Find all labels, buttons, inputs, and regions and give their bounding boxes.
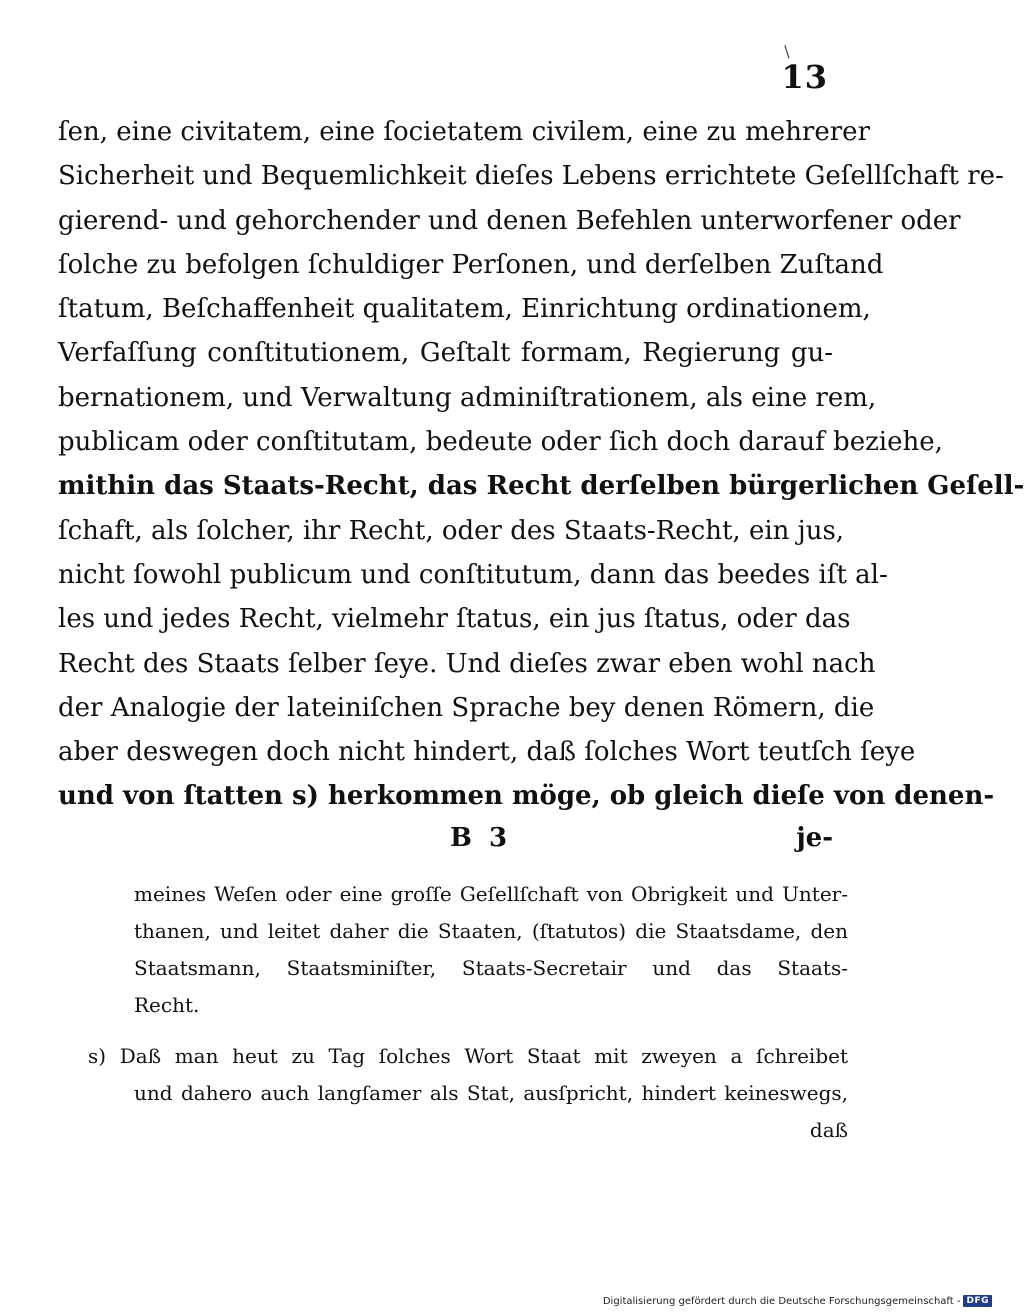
main-text-block [58,110,1024,819]
footnote-line: Staatsmann, Staatsminiſter, Staats-Secretair und das Staats- [134,956,848,980]
signature-mark: B 3 [450,823,512,853]
text-line: les und jedes Recht, vielmehr ſtatus, ein jus ſtatus, oder das [58,604,851,635]
footnote-line: Recht. [134,993,200,1017]
footnotes-block [88,876,848,1149]
signature-line [58,816,833,860]
dfg-logo-icon: DFG [963,1295,992,1307]
footnote-s-line: und dahero auch langſamer als Stat, ausſpricht, hindert keineswegs, [134,1081,848,1105]
text-line: Recht des Staats ſelber ſeye. Und dieſes zwar eben wohl nach [58,648,876,679]
text-line: bernationem, und Verwaltung adminiſtrationem, als eine rem, [58,382,877,413]
digitization-credit [603,1295,992,1307]
text-line: nicht ſowohl publicum und conſtitutum, dann das beedes iſt al- [58,559,888,590]
footnote-catchword: daß [809,1118,848,1142]
text-line: der Analogie der lateiniſchen Sprache bey denen Römern, die [58,692,875,723]
credit-text: Digitalisierung gefördert durch die Deutsche Forschungsgemeinschaft - [602,1295,961,1307]
text-line: ſen, eine civitatem, eine ſocietatem civilem, eine zu mehrerer [58,117,870,147]
text-line: mithin das Staats-Recht, das Recht derſelben bürgerlichen Geſell- [58,471,1024,502]
footnote-line: meines Weſen oder eine groſſe Geſellſchaft von Obrigkeit und Unter- [134,882,848,906]
text-line: ſolche zu befolgen ſchuldiger Perſonen, und derſelben Zuſtand [58,249,884,280]
text-line: Sicherheit und Bequemlichkeit dieſes Lebens errichtete Geſellſchaft re- [58,161,1004,192]
page-number: 13 [781,58,828,96]
footnote-spacer [88,1024,848,1038]
catchword: je- [796,823,833,853]
text-line: und von ſtatten s) herkommen möge, ob gleich dieſe von denen- [58,781,995,812]
text-line: Verfaſſung conſtitutionem, Geſtalt formam, Regierung gu- [58,338,833,369]
text-line: aber deswegen doch nicht hindert, daß ſolches Wort teutſch ſeye [58,737,916,768]
text-line: publicam oder conſtitutam, bedeute oder ſich doch darauf beziehe, [58,427,943,458]
text-line: ſtatum, Beſchaffenheit qualitatem, Einrichtung ordinationem, [58,294,871,325]
footnote-s-line: s) Daß man heut zu Tag ſolches Wort Staat mit zweyen a ſchreibet [88,1044,848,1068]
corner-mark: / [779,42,795,61]
footnote-line: thanen, und leitet daher die Staaten, (ſtatutos) die Staatsdame, den [134,919,848,943]
text-line: gierend- und gehorchender und denen Befehlen unterworfener oder [58,205,961,236]
text-line: ſchaft, als ſolcher, ihr Recht, oder des Staats-Recht, ein jus, [58,515,845,546]
